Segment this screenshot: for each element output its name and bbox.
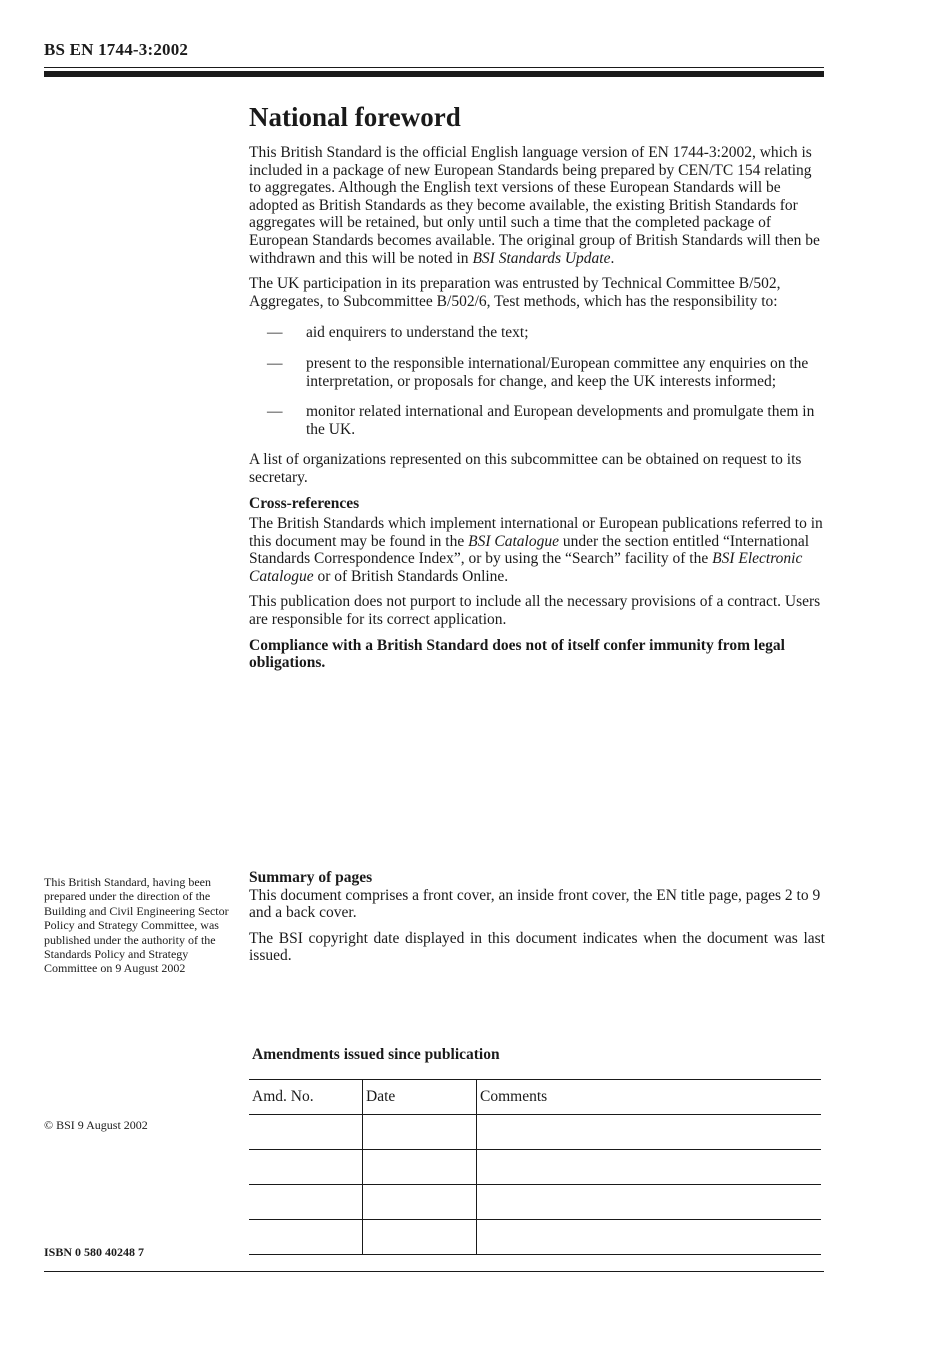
responsibility-list xyxy=(249,324,825,438)
header-title: BS EN 1744-3:2002 xyxy=(44,40,189,59)
table-row xyxy=(249,1115,821,1150)
column-header-amd-no: Amd. No. xyxy=(249,1080,363,1115)
participation-paragraph: The UK participation in its preparation was entrusted by Technical Committee B/502, Aggregates, to Subcommittee B/502/6, Test methods, which has the responsibility to: xyxy=(249,275,781,310)
amendments-table xyxy=(249,1079,821,1255)
bsi-standards-update: BSI Standards Update xyxy=(472,249,611,267)
table-row xyxy=(249,1150,821,1185)
header-rule-thin xyxy=(44,67,824,68)
dash-bullet: — xyxy=(267,403,283,421)
table-row xyxy=(249,1185,821,1220)
compliance-statement: Compliance with a British Standard does not of itself confer immunity from legal obligations. xyxy=(249,636,785,672)
summary-pages-paragraph: This document comprises a front cover, an inside front cover, the EN title page, pages 2 to 9 and a back cover. xyxy=(249,886,821,922)
footer-rule xyxy=(44,1271,824,1272)
dash-bullet: — xyxy=(267,324,283,342)
bsi-catalogue: BSI Catalogue xyxy=(468,532,559,550)
bsi-electronic-catalogue: BSI Electronic Catalogue xyxy=(249,550,803,585)
table-row xyxy=(249,1220,821,1255)
copyright-date-paragraph: The BSI copyright date displayed in this document indicates when the document was last issued. xyxy=(249,929,825,965)
table-header-row xyxy=(249,1080,821,1115)
provisions-paragraph: This publication does not purport to include all the necessary provisions of a contract. Users are responsible for its correct application. xyxy=(249,593,821,629)
amendments-title: Amendments issued since publication xyxy=(252,1046,500,1063)
column-header-date: Date xyxy=(363,1080,477,1115)
header-rule-thick xyxy=(44,71,824,77)
list-item: — aid enquirers to understand the text; xyxy=(267,324,529,342)
publication-note: This British Standard, having been prepared under the direction of the Building and Civil Engineering Sector Policy and Strategy Committee, was published under the authority of the Standards Policy and Strategy Committee on 9 August 2002 xyxy=(44,875,229,976)
cross-references-paragraph: The British Standards which implement international or European publications referred to in this document may be found in the BSI Catalogue under the section entitled “International Standards Correspondence Index”, or by using the “Search” facility of the BSI Electronic Catalogue or of British Standards Online. xyxy=(249,515,823,585)
list-item: — monitor related international and European developments and promulgate them in the UK. xyxy=(267,403,815,438)
dash-bullet: — xyxy=(267,354,283,372)
summary-of-pages xyxy=(249,869,825,973)
foreword-title: National foreword xyxy=(249,102,461,132)
column-header-comments: Comments xyxy=(477,1080,822,1115)
isbn: ISBN 0 580 40248 7 xyxy=(44,1245,145,1259)
national-foreword xyxy=(249,100,825,680)
summary-heading: Summary of pages xyxy=(249,869,373,886)
copyright-line: © BSI 9 August 2002 xyxy=(44,1118,148,1132)
list-item: — present to the responsible international/European committee any enquiries on the interpretation, or proposals for change, and keep the UK interests informed; xyxy=(267,354,809,390)
foreword-intro: This British Standard is the official English language version of EN 1744-3:2002, which is included in a package of new European Standards being prepared by CEN/TC 154 relating to aggregates. Although the English text versions of these European Standards will be adopted as British Standards as they become available, the existing British Standards for aggregates will be retained, but only until such a time that the completed package of European Standards becomes available. The original group of British Standards will then be withdrawn and this will be noted in BSI Standards Update. xyxy=(249,144,820,267)
cross-references-heading: Cross-references xyxy=(249,494,360,512)
organizations-paragraph: A list of organizations represented on this subcommittee can be obtained on request to its secretary. xyxy=(249,451,802,486)
